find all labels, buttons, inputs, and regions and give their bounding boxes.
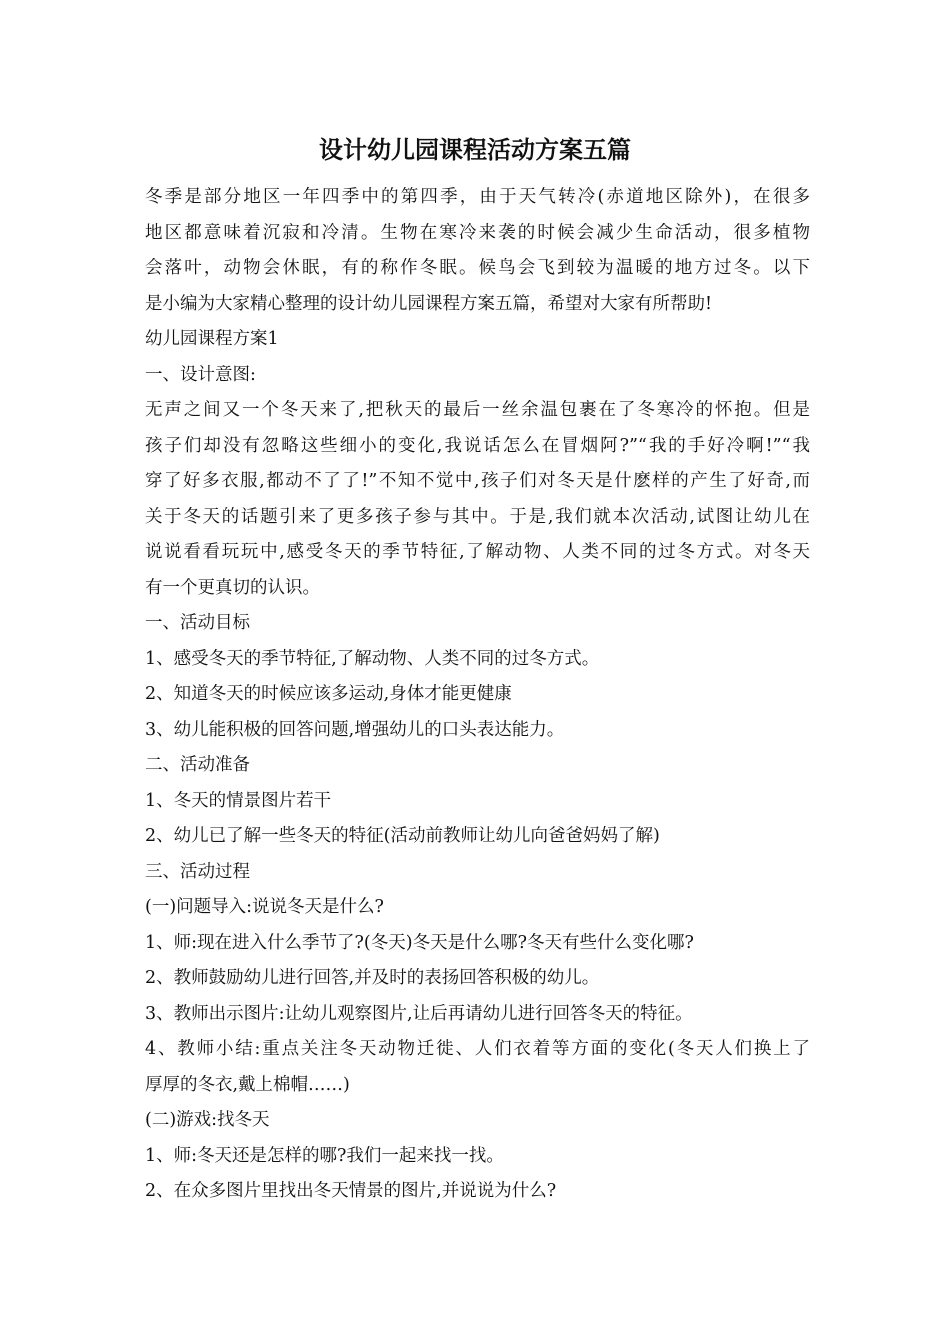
text-line: 厚厚的冬衣,戴上棉帽……) <box>145 1074 350 1095</box>
text-line: (一)问题导入:说说冬天是什么? <box>145 897 384 917</box>
text-line: 二、活动准备 <box>145 755 250 775</box>
text-line: 1、冬天的情景图片若干 <box>145 790 332 811</box>
text-line: 会落叶，动物会休眠，有的称作冬眠。候鸟会飞到较为温暖的地方过冬。以下 <box>145 258 810 278</box>
document-body <box>145 180 810 1210</box>
text-line: 冬季是部分地区一年四季中的第四季，由于天气转冷(赤道地区除外)，在很多 <box>145 187 810 207</box>
text-line: 孩子们却没有忽略这些细小的变化,我说话怎么在冒烟阿?”“我的手好冷啊!”“我 <box>145 435 810 456</box>
text-line: 说说看看玩玩中,感受冬天的季节特征,了解动物、人类不同的过冬方式。对冬天 <box>145 542 810 562</box>
text-line: 地区都意味着沉寂和冷清。生物在寒冷来袭的时候会减少生命活动，很多植物 <box>145 222 810 243</box>
text-line: 无声之间又一个冬天来了,把秋天的最后一丝余温包裹在了冬寒冷的怀抱。但是 <box>145 400 810 420</box>
text-line: 穿了好多衣服,都动不了了!”不知不觉中,孩子们对冬天是什麽样的产生了好奇,而 <box>145 471 810 491</box>
text-line: 一、设计意图: <box>145 364 256 385</box>
text-line: 1、感受冬天的季节特征,了解动物、人类不同的过冬方式。 <box>145 648 600 669</box>
text-line: 是小编为大家精心整理的设计幼儿园课程方案五篇，希望对大家有所帮助! <box>145 293 713 314</box>
text-line: 关于冬天的话题引来了更多孩子参与其中。于是,我们就本次活动,试图让幼儿在 <box>145 506 810 527</box>
text-line: 2、幼儿已了解一些冬天的特征(活动前教师让幼儿向爸爸妈妈了解) <box>145 826 660 846</box>
text-line: 3、幼儿能积极的回答问题,增强幼儿的口头表达能力。 <box>145 719 565 740</box>
text-line: 2、知道冬天的时候应该多运动,身体才能更健康 <box>145 684 512 704</box>
text-line: 1、师:现在进入什么季节了?(冬天)冬天是什么哪?冬天有些什么变化哪? <box>145 932 694 953</box>
text-line: 2、教师鼓励幼儿进行回答,并及时的表扬回答积极的幼儿。 <box>145 968 600 988</box>
document-title: 设计幼儿园课程活动方案五篇 <box>319 135 631 164</box>
text-line: 2、在众多图片里找出冬天情景的图片,并说说为什么? <box>145 1181 557 1201</box>
text-line: 有一个更真切的认识。 <box>145 577 320 598</box>
text-line: (二)游戏:找冬天 <box>145 1110 270 1130</box>
text-line: 幼儿园课程方案1 <box>145 329 279 349</box>
text-line: 4、教师小结:重点关注冬天动物迁徙、人们衣着等方面的变化(冬天人们换上了 <box>145 1039 810 1059</box>
text-line: 三、活动过程 <box>145 861 250 882</box>
text-line: 1、师:冬天还是怎样的哪?我们一起来找一找。 <box>145 1145 504 1166</box>
text-line: 一、活动目标 <box>145 613 250 633</box>
text-line: 3、教师出示图片:让幼儿观察图片,让后再请幼儿进行回答冬天的特征。 <box>145 1003 693 1024</box>
